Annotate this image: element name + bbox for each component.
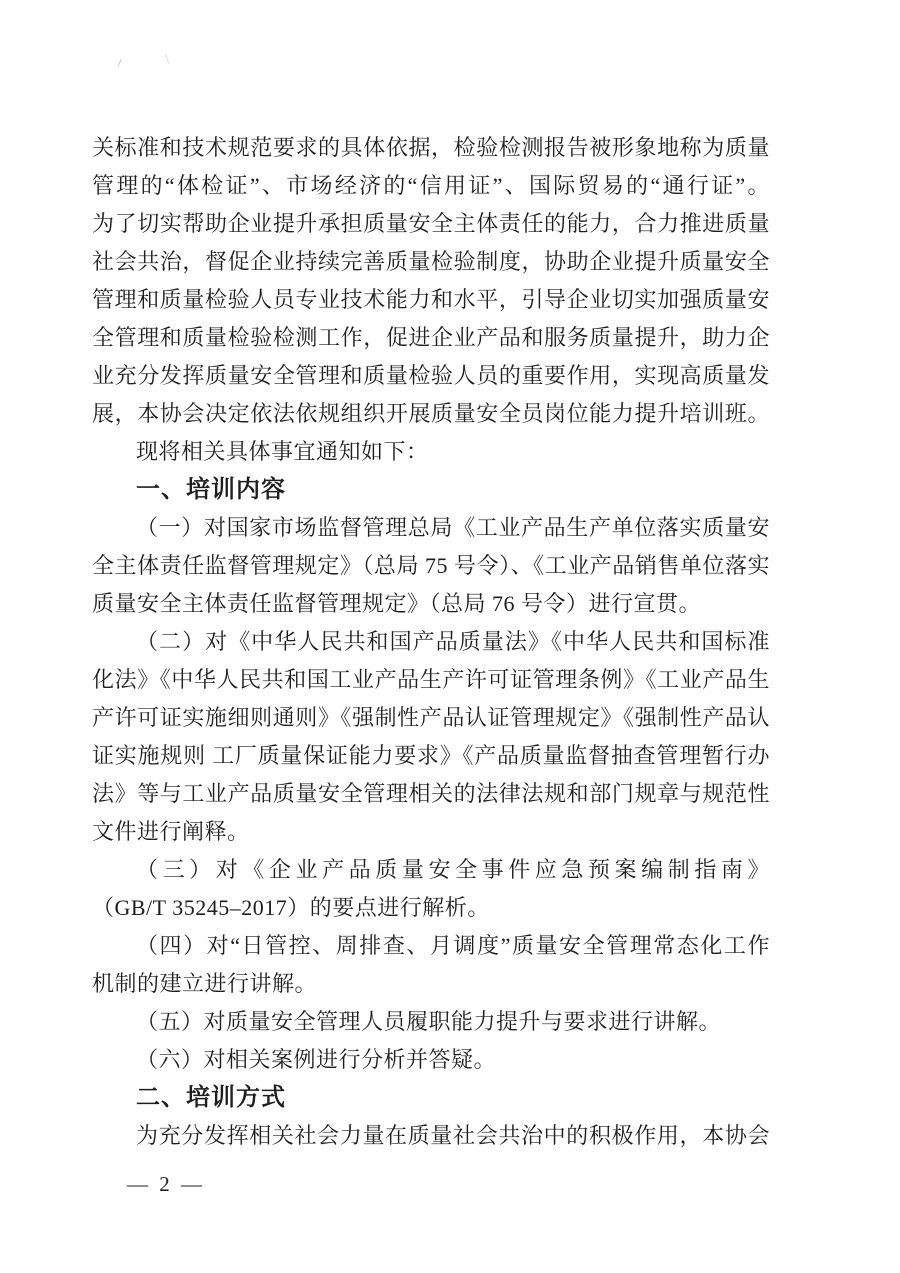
scan-speck-artifact xyxy=(159,54,170,66)
text-line: （四）对“日管控、周排查、月调度”质量安全管理常态化工作 xyxy=(136,933,770,958)
text-line: 现将相关具体事宜通知如下： xyxy=(136,439,429,464)
document-body xyxy=(92,129,770,1155)
text-line: 化法》《中华人民共和国工业产品生产许可证管理条例》《工业产品生 xyxy=(92,667,770,692)
text-line: 质量安全主体责任监督管理规定》（总局 76 号令）进行宣贯。 xyxy=(92,591,702,616)
section-heading: 二、培训方式 xyxy=(136,1084,286,1111)
scan-speck-artifact xyxy=(118,59,126,68)
text-line: （三）对《企业产品质量安全事件应急预案编制指南》 xyxy=(136,857,770,882)
text-line: 文件进行阐释。 xyxy=(92,819,250,844)
page-number: — 2 — xyxy=(127,1172,205,1196)
text-line: （六）对相关案例进行分析并答疑。 xyxy=(136,1047,497,1072)
text-line: 机制的建立进行讲解。 xyxy=(92,971,318,996)
text-line: 为了切实帮助企业提升承担质量安全主体责任的能力，合力推进质量 xyxy=(92,211,770,236)
text-line: 社会共治，督促企业持续完善质量检验制度，协助企业提升质量安全 xyxy=(92,249,770,274)
text-line: 证实施规则 工厂质量保证能力要求》《产品质量监督抽查管理暂行办 xyxy=(92,743,770,768)
text-line: 管理的“体检证”、市场经济的“信用证”、国际贸易的“通行证”。 xyxy=(92,173,770,198)
text-line: 关标准和技术规范要求的具体依据，检验检测报告被形象地称为质量 xyxy=(92,135,770,160)
section-heading: 一、培训内容 xyxy=(136,476,286,503)
text-line: 业充分发挥质量安全管理和质量检验人员的重要作用，实现高质量发 xyxy=(92,363,770,388)
text-line: 管理和质量检验人员专业技术能力和水平，引导企业切实加强质量安 xyxy=(92,287,770,312)
text-line: （二）对《中华人民共和国产品质量法》《中华人民共和国标准 xyxy=(136,629,770,654)
text-line: （GB/T 35245–2017）的要点进行解析。 xyxy=(92,895,490,920)
text-line: 为充分发挥相关社会力量在质量社会共治中的积极作用，本协会 xyxy=(136,1123,770,1148)
text-line: 全管理和质量检验检测工作，促进企业产品和服务质量提升，助力企 xyxy=(92,325,770,350)
text-line: 全主体责任监督管理规定》（总局 75 号令）、《工业产品销售单位落实 xyxy=(92,553,770,578)
text-line: （一）对国家市场监督管理总局《工业产品生产单位落实质量安 xyxy=(136,515,770,540)
text-line: 法》等与工业产品质量安全管理相关的法律法规和部门规章与规范性 xyxy=(92,781,770,806)
text-line: 展，本协会决定依法依规组织开展质量安全员岗位能力提升培训班。 xyxy=(92,401,770,426)
text-line: 产许可证实施细则通则》《强制性产品认证管理规定》《强制性产品认 xyxy=(92,705,770,730)
text-line: （五）对质量安全管理人员履职能力提升与要求进行讲解。 xyxy=(136,1009,722,1034)
